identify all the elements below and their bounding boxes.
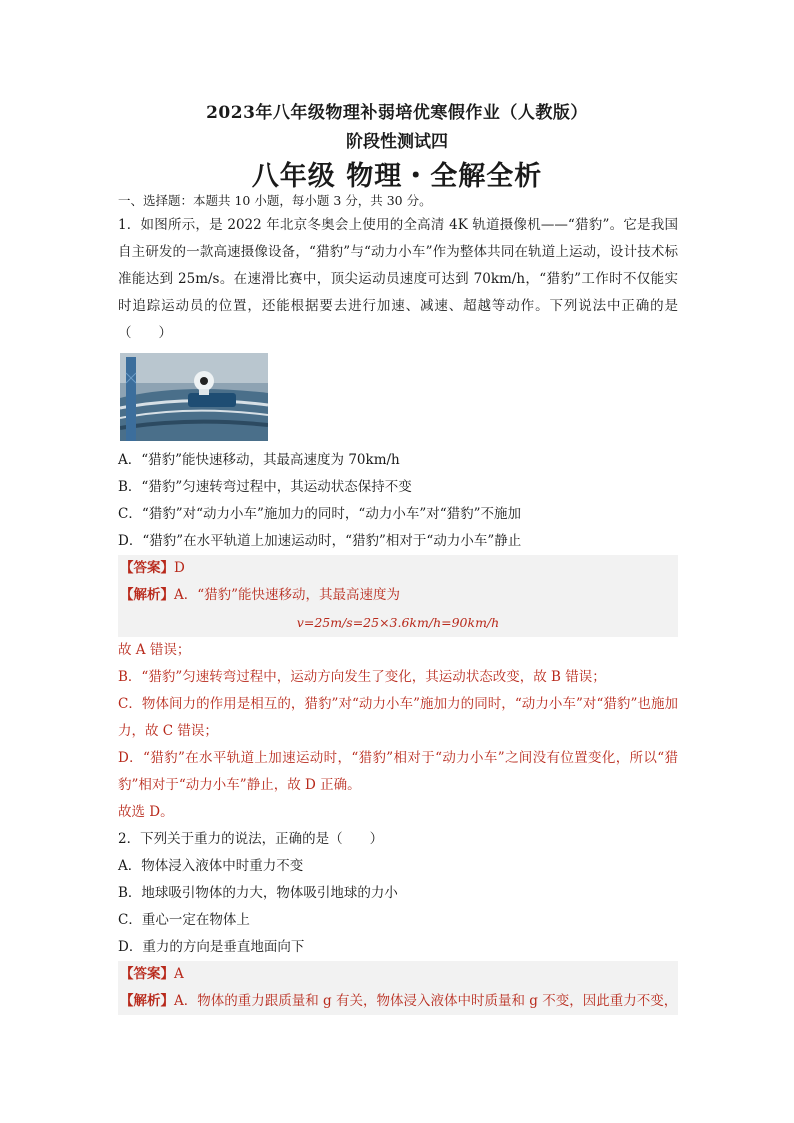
analysis-text: A．“猎豹”能快速移动，其最高速度为 — [174, 587, 401, 603]
answer-value: D — [174, 560, 185, 576]
question-1-answer — [118, 555, 678, 582]
question-1-analysis-b: B．“猎豹”匀速转弯过程中，运动方向发生了变化，其运动状态改变，故 B 错误； — [118, 669, 606, 685]
answer-label: 【答案】 — [120, 966, 174, 982]
speed-formula: v=25m/s=25×3.6km/h=90km/h — [118, 609, 678, 637]
question-2-option-a: A．物体浸入液体中时重力不变 — [118, 858, 304, 874]
section-heading: 一、选择题：本题共 10 小题，每小题 3 分，共 30 分。 — [118, 193, 432, 208]
question-1-option-d: D．“猎豹”在水平轨道上加速运动时，“猎豹”相对于“动力小车”静止 — [118, 533, 522, 549]
analysis-text: A．物体的重力跟质量和 g 有关，物体浸入液体中时质量和 g 不变，因此重力不变， — [174, 993, 678, 1009]
question-2-option-d: D．重力的方向是垂直地面向下 — [118, 939, 305, 955]
question-2-option-b: B．地球吸引物体的力大，物体吸引地球的力小 — [118, 885, 398, 901]
document-heading: 八年级 物理・全解全析 — [251, 161, 543, 192]
question-2-analysis-a — [118, 988, 678, 1015]
analysis-label: 【解析】 — [120, 993, 174, 1009]
question-1-option-c: C．“猎豹”对“动力小车”施加力的同时，“动力小车”对“猎豹”不施加 — [118, 506, 522, 522]
question-1-stem: 1．如图所示，是 2022 年北京冬奥会上使用的全高清 4K 轨道摄像机——“猎豹”。它是我国自主研发的一款高速摄像设备，“猎豹”与“动力小车”作为整体共同在轨道上运动，设计技术标准能达到 25m/s。在速滑比赛中，顶尖运动员速度可达到 70km/h，“猎豹”工作时不仅能实时追踪运动员的位置，还能根据要去进行加速、减速、超越等动作。下列说法中正确的是（ ） — [118, 217, 678, 341]
question-2-stem: 2．下列关于重力的说法，正确的是（ ） — [118, 831, 384, 847]
question-1-analysis-a — [118, 582, 678, 609]
question-1-analysis-c: C．物体间力的作用是相互的，猎豹”对“动力小车”施加力的同时，“动力小车”对“猎豹”也施加力，故 C 错误； — [118, 696, 678, 739]
question-1-analysis-d: D．“猎豹”在水平轨道上加速运动时，“猎豹”相对于“动力小车”之间没有位置变化，所以“猎豹”相对于“动力小车”静止，故 D 正确。 — [118, 750, 678, 793]
question-1-option-a: A．“猎豹”能快速移动，其最高速度为 70km/h — [118, 452, 400, 468]
question-2-answer — [118, 961, 678, 988]
question-1-conclusion: 故选 D。 — [118, 804, 174, 820]
document-content — [118, 190, 678, 1015]
question-1-analysis-a2: 故 A 错误； — [118, 642, 191, 658]
question-2-option-c: C．重心一定在物体上 — [118, 912, 250, 928]
answer-value: A — [174, 966, 184, 982]
question-1-option-b: B．“猎豹”匀速转弯过程中，其运动状态保持不变 — [118, 479, 412, 495]
document-subtitle: 阶段性测试四 — [346, 132, 448, 152]
analysis-label: 【解析】 — [120, 587, 174, 603]
answer-label: 【答案】 — [120, 560, 174, 576]
document-title: 2023年八年级物理补弱培优寒假作业（人教版） — [206, 103, 588, 123]
camera-track-photo — [120, 353, 268, 441]
